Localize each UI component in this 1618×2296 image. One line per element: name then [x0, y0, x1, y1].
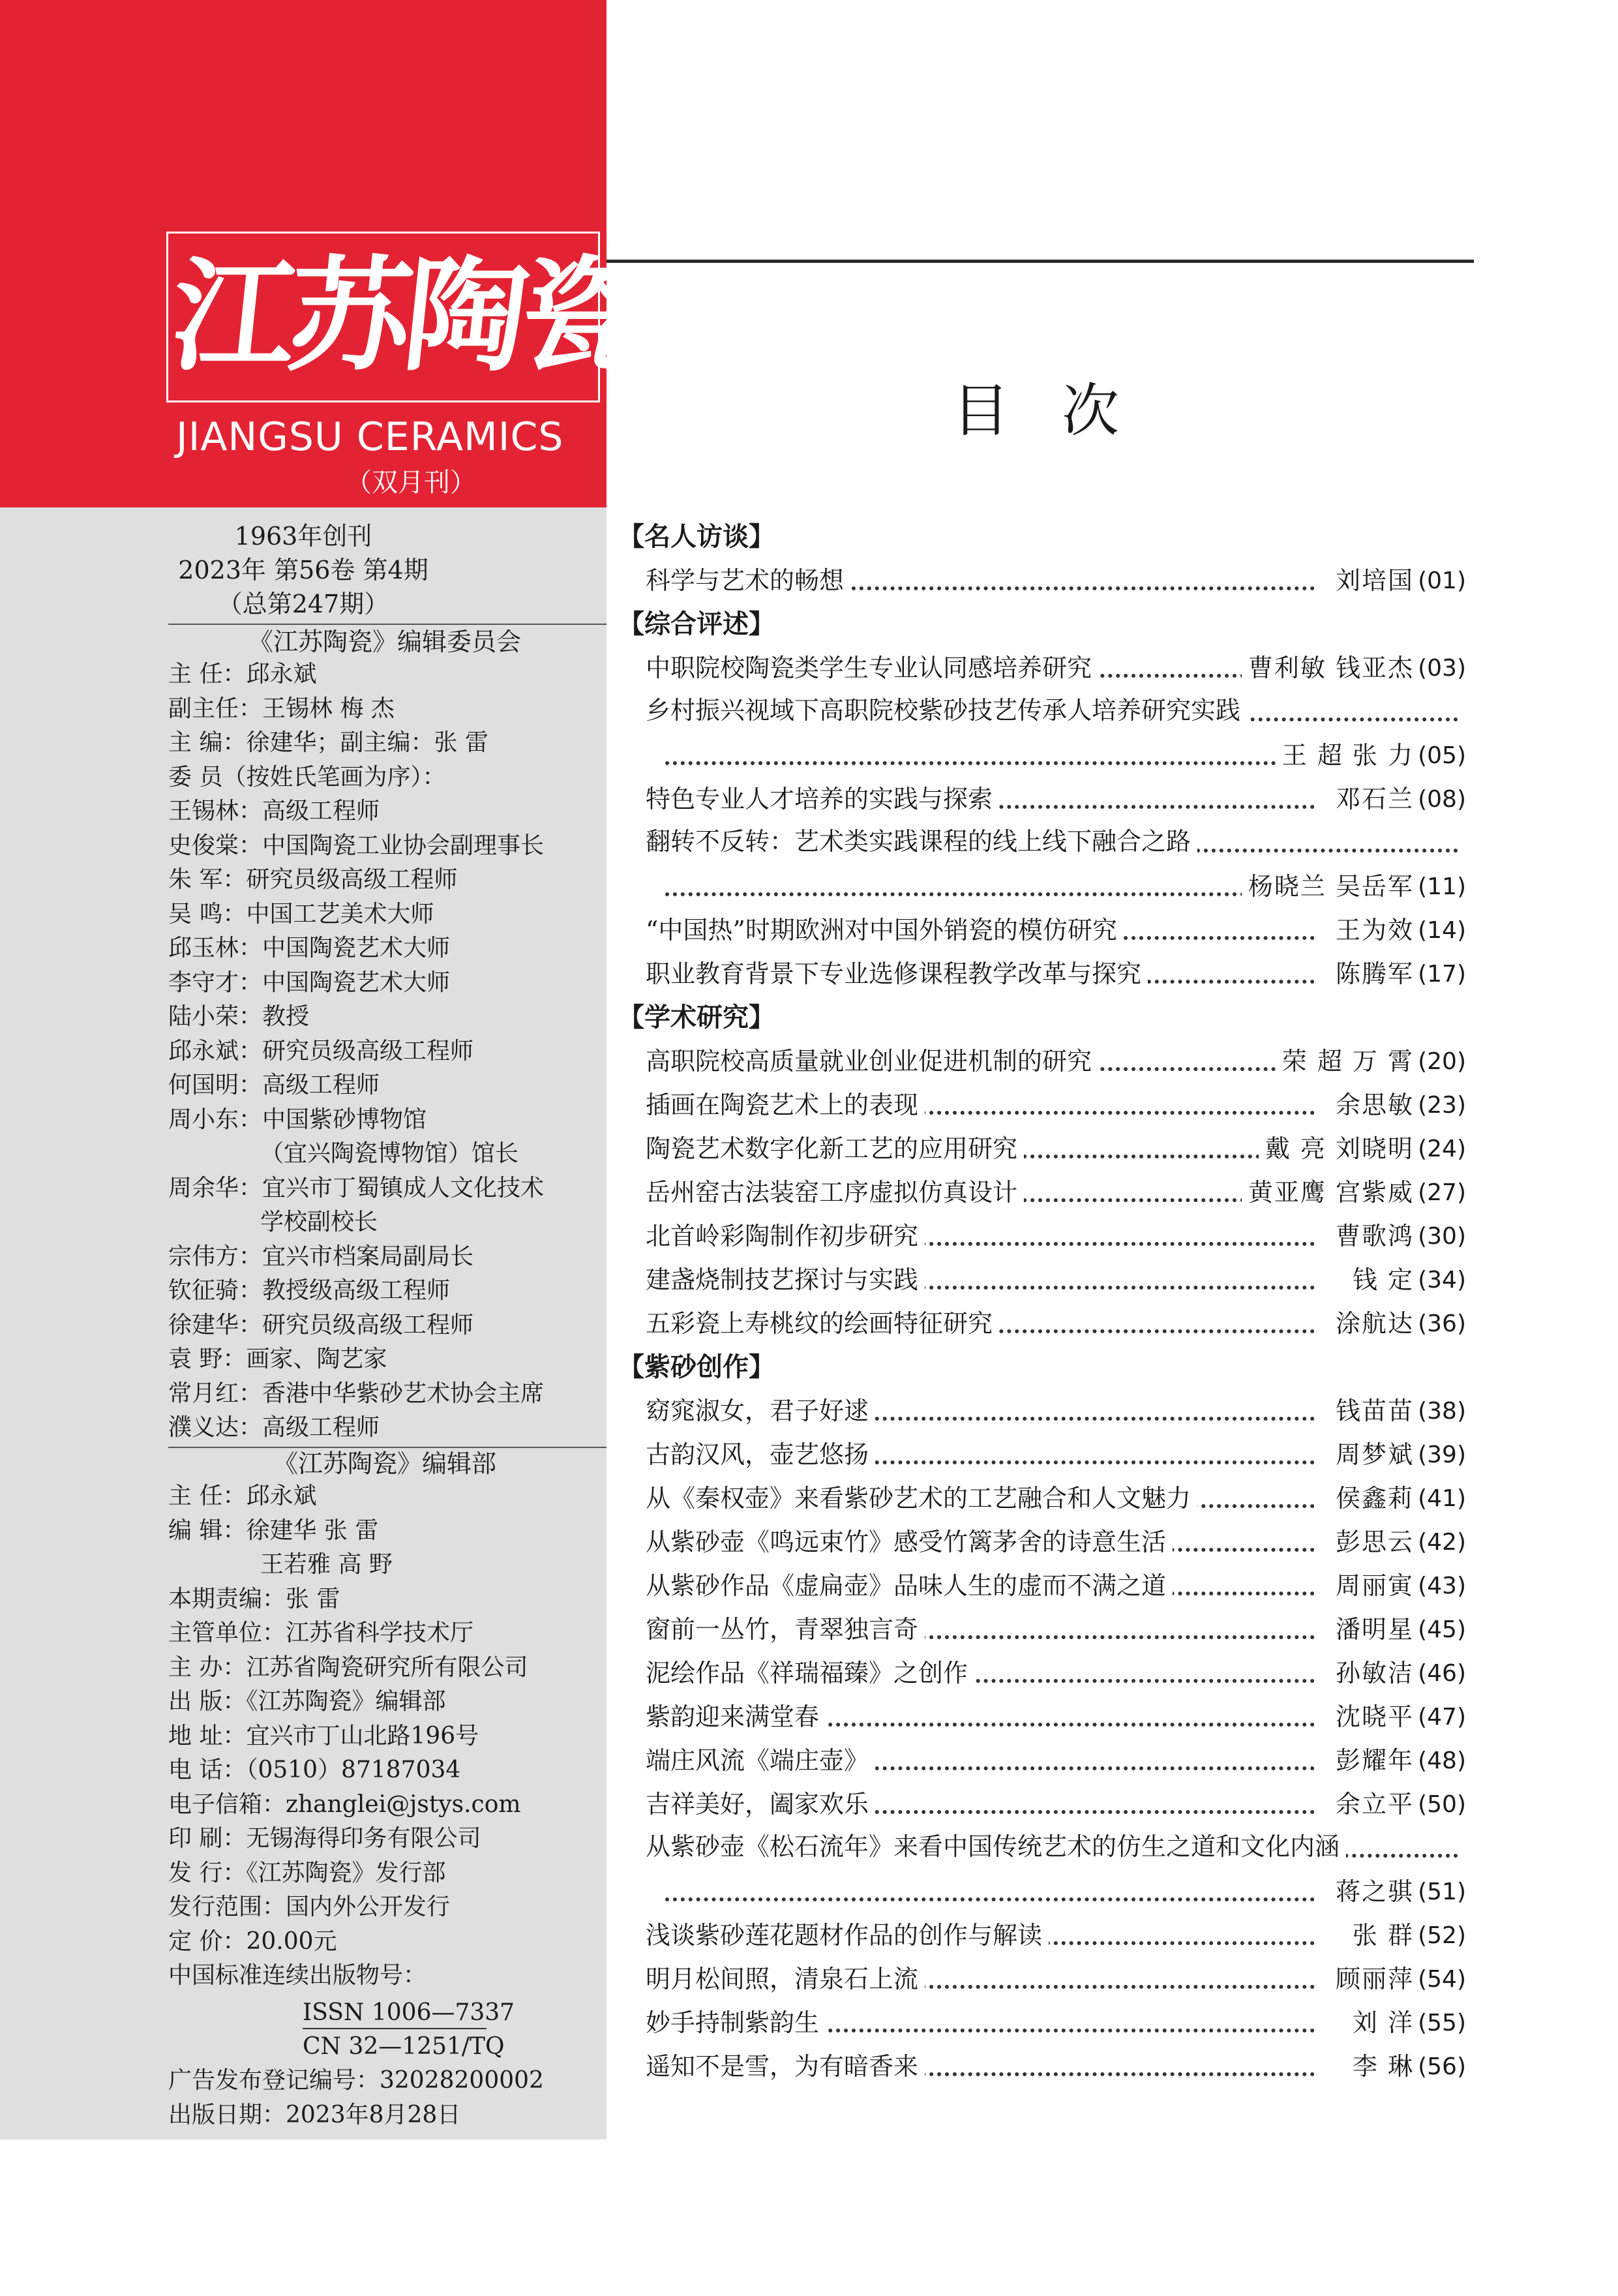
toc-entry-continuation [618, 865, 1466, 909]
dot-leader [665, 892, 1315, 896]
toc-entry [618, 778, 1466, 821]
toc-author: 沈晓平 [1329, 1695, 1414, 1739]
toc-article-title: 紫韵迎来满堂春 [646, 1695, 826, 1739]
toc-article-title: 建盏烧制技艺探讨与实践 [646, 1258, 925, 1302]
toc-author: 曹利敏 钱亚杰 [1242, 646, 1414, 690]
founded-year: 1963年创刊 [234, 522, 372, 551]
issue-number: 2023年 第56卷 第4期 [178, 556, 428, 584]
toc-article-title: 从《秦权壶》来看紫砂艺术的工艺融合和人文魅力 [646, 1477, 1197, 1520]
toc-page-number: (41) [1418, 1485, 1466, 1512]
toc-page-number: (36) [1418, 1310, 1466, 1337]
toc-entry [618, 1520, 1466, 1564]
info-line: 主 任：邱永斌 [168, 661, 317, 687]
toc-entry-continuation [618, 1870, 1466, 1914]
toc-entry [618, 1957, 1466, 2001]
toc-page-number: (11) [1418, 873, 1466, 900]
toc-article-title: 中职院校陶瓷类学生专业认同感培养研究 [646, 646, 1098, 690]
toc-page-number: (20) [1418, 1048, 1466, 1075]
info-line: 何国明：高级工程师 [168, 1072, 380, 1098]
toc-entry [618, 1171, 1466, 1215]
header-rule [607, 260, 1474, 263]
toc-category-heading: 【名人访谈】 [618, 522, 775, 552]
ad-registration: 广告发布登记编号：32028200002 [168, 2067, 544, 2094]
toc-entry [618, 952, 1466, 996]
toc-author: 荣 超 万 霄 [1276, 1040, 1414, 1083]
info-line: 濮义达：高级工程师 [168, 1414, 380, 1441]
editorial-board-title: 《江苏陶瓷》编辑委员会 [248, 627, 521, 656]
toc-author: 张 群 [1346, 1914, 1414, 1957]
toc-article-title: 端庄风流《端庄壶》 [646, 1739, 875, 1783]
toc-title: 目次 [952, 377, 1172, 444]
toc-page-number: (30) [1418, 1223, 1466, 1250]
toc-page-number: (17) [1418, 961, 1466, 988]
toc-article-title: 吉祥美好，阖家欢乐 [646, 1783, 875, 1826]
toc-author: 杨晓兰 吴岳军 [1242, 865, 1414, 909]
info-line: 编 辑：徐建华 张 雷 [168, 1517, 379, 1544]
info-line: 宗伟方：宜兴市档案局副局长 [168, 1243, 474, 1270]
info-line: 李守才：中国陶瓷艺术大师 [168, 969, 451, 996]
toc-article-title: “中国热”时期欧洲对中国外销瓷的模仿研究 [646, 909, 1124, 952]
toc-entry-continuation [618, 734, 1466, 778]
toc-article-title: 插画在陶瓷艺术上的表现 [646, 1083, 925, 1127]
toc-article-title: 从紫砂作品《虚扁壶》品味人生的虚而不满之道 [646, 1564, 1173, 1608]
journal-name-english: JIANGSU CERAMICS [176, 414, 564, 460]
info-line: 周小东：中国紫砂博物馆 [168, 1106, 427, 1133]
info-line: 主管单位：江苏省科学技术厅 [168, 1620, 474, 1646]
toc-page-number: (03) [1418, 655, 1466, 682]
toc-page-number: (05) [1418, 742, 1466, 769]
toc-article-title: 妙手持制紫韵生 [646, 2001, 826, 2045]
publication-info [0, 519, 607, 621]
info-line: 王若雅 高 野 [260, 1551, 393, 1578]
toc-author: 王 超 张 力 [1276, 734, 1414, 778]
toc-author: 戴 亮 刘晓明 [1259, 1127, 1414, 1171]
info-line: 委 员（按姓氏笔画为序）： [168, 763, 446, 791]
toc-author: 李 琳 [1346, 2045, 1414, 2089]
issn-underline [303, 2028, 487, 2029]
toc-entry [618, 1083, 1466, 1127]
toc-article-title: 五彩瓷上寿桃纹的绘画特征研究 [646, 1302, 999, 1346]
toc-entry [618, 1826, 1466, 1870]
info-line: （宜兴陶瓷博物馆）馆长 [260, 1140, 519, 1167]
info-line: 电子信箱：zhanglei@jstys.com [168, 1790, 521, 1818]
toc-page-number: (14) [1418, 917, 1466, 944]
toc-page-number: (55) [1418, 2010, 1466, 2036]
info-line: 钦征骑：教授级高级工程师 [168, 1277, 451, 1304]
publication-date: 出版日期：2023年8月28日 [168, 2101, 461, 2128]
info-line: 中国标准连续出版物号： [168, 1962, 427, 1989]
toc-article-title: 古韵汉风，壶艺悠扬 [646, 1433, 875, 1477]
toc-entry [618, 1040, 1466, 1083]
info-line: 学校副校长 [260, 1209, 378, 1235]
toc-author: 彭思云 [1329, 1520, 1414, 1564]
toc-entry [618, 1389, 1466, 1433]
toc-page-number: (24) [1418, 1136, 1466, 1162]
toc-page-number: (39) [1418, 1442, 1466, 1468]
toc-entry [618, 1302, 1466, 1346]
toc-author: 侯鑫莉 [1329, 1477, 1414, 1520]
info-line: 袁 野：画家、陶艺家 [168, 1346, 387, 1372]
toc-author: 顾丽萍 [1329, 1957, 1414, 2001]
toc-article-title: 翻转不反转：艺术类实践课程的线上线下融合之路 [646, 821, 1197, 857]
cn-number: CN 32—1251/TQ [303, 2033, 505, 2060]
info-line: 史俊棠：中国陶瓷工业协会副理事长 [168, 832, 545, 859]
toc-author: 余思敏 [1329, 1083, 1414, 1127]
toc-author: 曹歌鸿 [1329, 1215, 1414, 1258]
toc-category-heading: 【综合评述】 [618, 609, 775, 639]
info-line: 主 办：江苏省陶瓷研究所有限公司 [168, 1654, 528, 1681]
publication-frequency: （双月刊） [346, 468, 476, 498]
publication-footer [168, 2064, 607, 2132]
toc-entry [618, 1608, 1466, 1652]
toc-page-number: (43) [1418, 1573, 1466, 1599]
toc-page-number: (45) [1418, 1616, 1466, 1643]
toc-entry [618, 559, 1466, 603]
info-line: 出 版：《江苏陶瓷》编辑部 [168, 1688, 446, 1715]
toc-article-title: 遥知不是雪，为有暗香来 [646, 2045, 925, 2089]
toc-article-title: 浅谈紫砂莲花题材作品的创作与解读 [646, 1914, 1049, 1957]
toc-author: 刘培国 [1329, 559, 1414, 603]
editorial-board-list [168, 657, 607, 1445]
toc-article-title: 从紫砂壶《松石流年》来看中国传统艺术的仿生之道和文化内涵 [646, 1826, 1346, 1862]
toc-page-number: (08) [1418, 786, 1466, 813]
toc-entry [618, 2001, 1466, 2045]
table-of-contents [618, 515, 1466, 2089]
toc-category-heading: 【紫砂创作】 [618, 1352, 775, 1382]
toc-entry [618, 1914, 1466, 1957]
info-line: 本期责编：张 雷 [168, 1585, 340, 1612]
toc-author: 钱 定 [1346, 1258, 1414, 1302]
toc-author: 王为效 [1329, 909, 1414, 952]
issn-number: ISSN 1006—7337 [303, 1999, 515, 2026]
toc-page-number: (54) [1418, 1966, 1466, 1993]
info-line: 周余华：宜兴市丁蜀镇成人文化技术 [168, 1174, 545, 1201]
toc-page-number: (34) [1418, 1267, 1466, 1293]
dot-leader [665, 1897, 1315, 1901]
toc-author: 周丽寅 [1329, 1564, 1414, 1608]
toc-page-number: (27) [1418, 1179, 1466, 1206]
toc-author: 陈腾军 [1329, 952, 1414, 996]
toc-page-number: (56) [1418, 2053, 1466, 2080]
journal-logo-calligraphy: 江苏陶瓷 [165, 244, 645, 388]
toc-page-number: (52) [1418, 1922, 1466, 1949]
info-line: 徐建华：研究员级高级工程师 [168, 1311, 474, 1338]
toc-entry [618, 1127, 1466, 1171]
toc-page-number: (42) [1418, 1529, 1466, 1556]
toc-entry [618, 1695, 1466, 1739]
toc-entry [618, 1739, 1466, 1783]
toc-entry [618, 1215, 1466, 1258]
toc-page-number: (38) [1418, 1398, 1466, 1425]
total-issue: （总第247期） [217, 590, 389, 618]
toc-author: 余立平 [1329, 1783, 1414, 1826]
toc-article-title: 窈窕淑女，君子好逑 [646, 1389, 875, 1433]
info-line: 地 址：宜兴市丁山北路196号 [168, 1722, 479, 1749]
info-line: 主 任：邱永斌 [168, 1483, 317, 1509]
info-line: 发 行：《江苏陶瓷》发行部 [168, 1859, 446, 1886]
toc-article-title: 陶瓷艺术数字化新工艺的应用研究 [646, 1127, 1024, 1171]
toc-article-title: 乡村振兴视域下高职院校紫砂技艺传承人培养研究实践 [646, 690, 1247, 726]
toc-page-number: (50) [1418, 1791, 1466, 1818]
info-line: 副主任：王锡林 梅 杰 [168, 695, 395, 722]
toc-category-heading: 【学术研究】 [618, 1003, 775, 1033]
toc-author: 周梦斌 [1329, 1433, 1414, 1477]
info-line: 邱玉林：中国陶瓷艺术大师 [168, 935, 451, 961]
toc-page-number: (51) [1418, 1879, 1466, 1905]
toc-author: 蒋之骐 [1329, 1870, 1414, 1914]
toc-entry [618, 2045, 1466, 2089]
toc-page-number: (46) [1418, 1660, 1466, 1687]
toc-article-title: 岳州窑古法装窑工序虚拟仿真设计 [646, 1171, 1024, 1215]
toc-article-title: 窗前一丛竹，青翠独言奇 [646, 1608, 925, 1652]
toc-author: 潘明星 [1329, 1608, 1414, 1652]
info-line: 印 刷：无锡海得印务有限公司 [168, 1825, 481, 1852]
toc-entry [618, 1477, 1466, 1520]
toc-article-title: 泥绘作品《祥瑞福臻》之创作 [646, 1652, 974, 1695]
info-line: 定 价：20.00元 [168, 1927, 337, 1955]
info-line: 电 话：（0510）87187034 [168, 1757, 461, 1783]
toc-entry [618, 690, 1466, 734]
dot-leader [665, 761, 1315, 765]
toc-article-title: 科学与艺术的畅想 [646, 559, 850, 603]
toc-entry [618, 1652, 1466, 1695]
info-line: 朱 军：研究员级高级工程师 [168, 866, 458, 893]
toc-page-number: (47) [1418, 1704, 1466, 1730]
info-line: 陆小荣：教授 [168, 1003, 310, 1030]
toc-entry [618, 1258, 1466, 1302]
toc-entry [618, 909, 1466, 952]
toc-entry [618, 1433, 1466, 1477]
toc-author: 钱苗苗 [1329, 1389, 1414, 1433]
toc-author: 刘 洋 [1346, 2001, 1414, 2045]
info-line: 发行范围：国内外公开发行 [168, 1894, 451, 1920]
toc-author: 邓石兰 [1329, 778, 1414, 821]
toc-article-title: 高职院校高质量就业创业促进机制的研究 [646, 1040, 1098, 1083]
info-line: 主 编：徐建华；副主编：张 雷 [168, 729, 488, 756]
toc-page-number: (48) [1418, 1747, 1466, 1774]
toc-page-number: (23) [1418, 1092, 1466, 1119]
toc-article-title: 特色专业人才培养的实践与探索 [646, 778, 999, 821]
toc-page-number: (01) [1418, 567, 1466, 594]
toc-entry [618, 1564, 1466, 1608]
toc-article-title: 从紫砂壶《鸣远束竹》感受竹篱茅舍的诗意生活 [646, 1520, 1173, 1564]
editorial-office-title: 《江苏陶瓷》编辑部 [273, 1449, 496, 1478]
toc-author: 彭耀年 [1329, 1739, 1414, 1783]
toc-author: 涂航达 [1329, 1302, 1414, 1346]
toc-entry [618, 821, 1466, 865]
info-line: 常月红：香港中华紫砂艺术协会主席 [168, 1380, 545, 1407]
toc-entry [618, 646, 1466, 690]
info-line: 邱永斌：研究员级高级工程师 [168, 1037, 474, 1065]
toc-entry [618, 1783, 1466, 1826]
toc-article-title: 明月松间照，清泉石上流 [646, 1957, 925, 2001]
editorial-office-list [168, 1479, 607, 1993]
toc-article-title: 北首岭彩陶制作初步研究 [646, 1215, 925, 1258]
toc-author: 孙敏洁 [1329, 1652, 1414, 1695]
toc-article-title: 职业教育背景下专业选修课程教学改革与探究 [646, 952, 1148, 996]
toc-author: 黄亚鹰 宫紫威 [1242, 1171, 1414, 1215]
info-line: 吴 鸣：中国工艺美术大师 [168, 900, 434, 928]
info-line: 王锡林：高级工程师 [168, 798, 380, 824]
